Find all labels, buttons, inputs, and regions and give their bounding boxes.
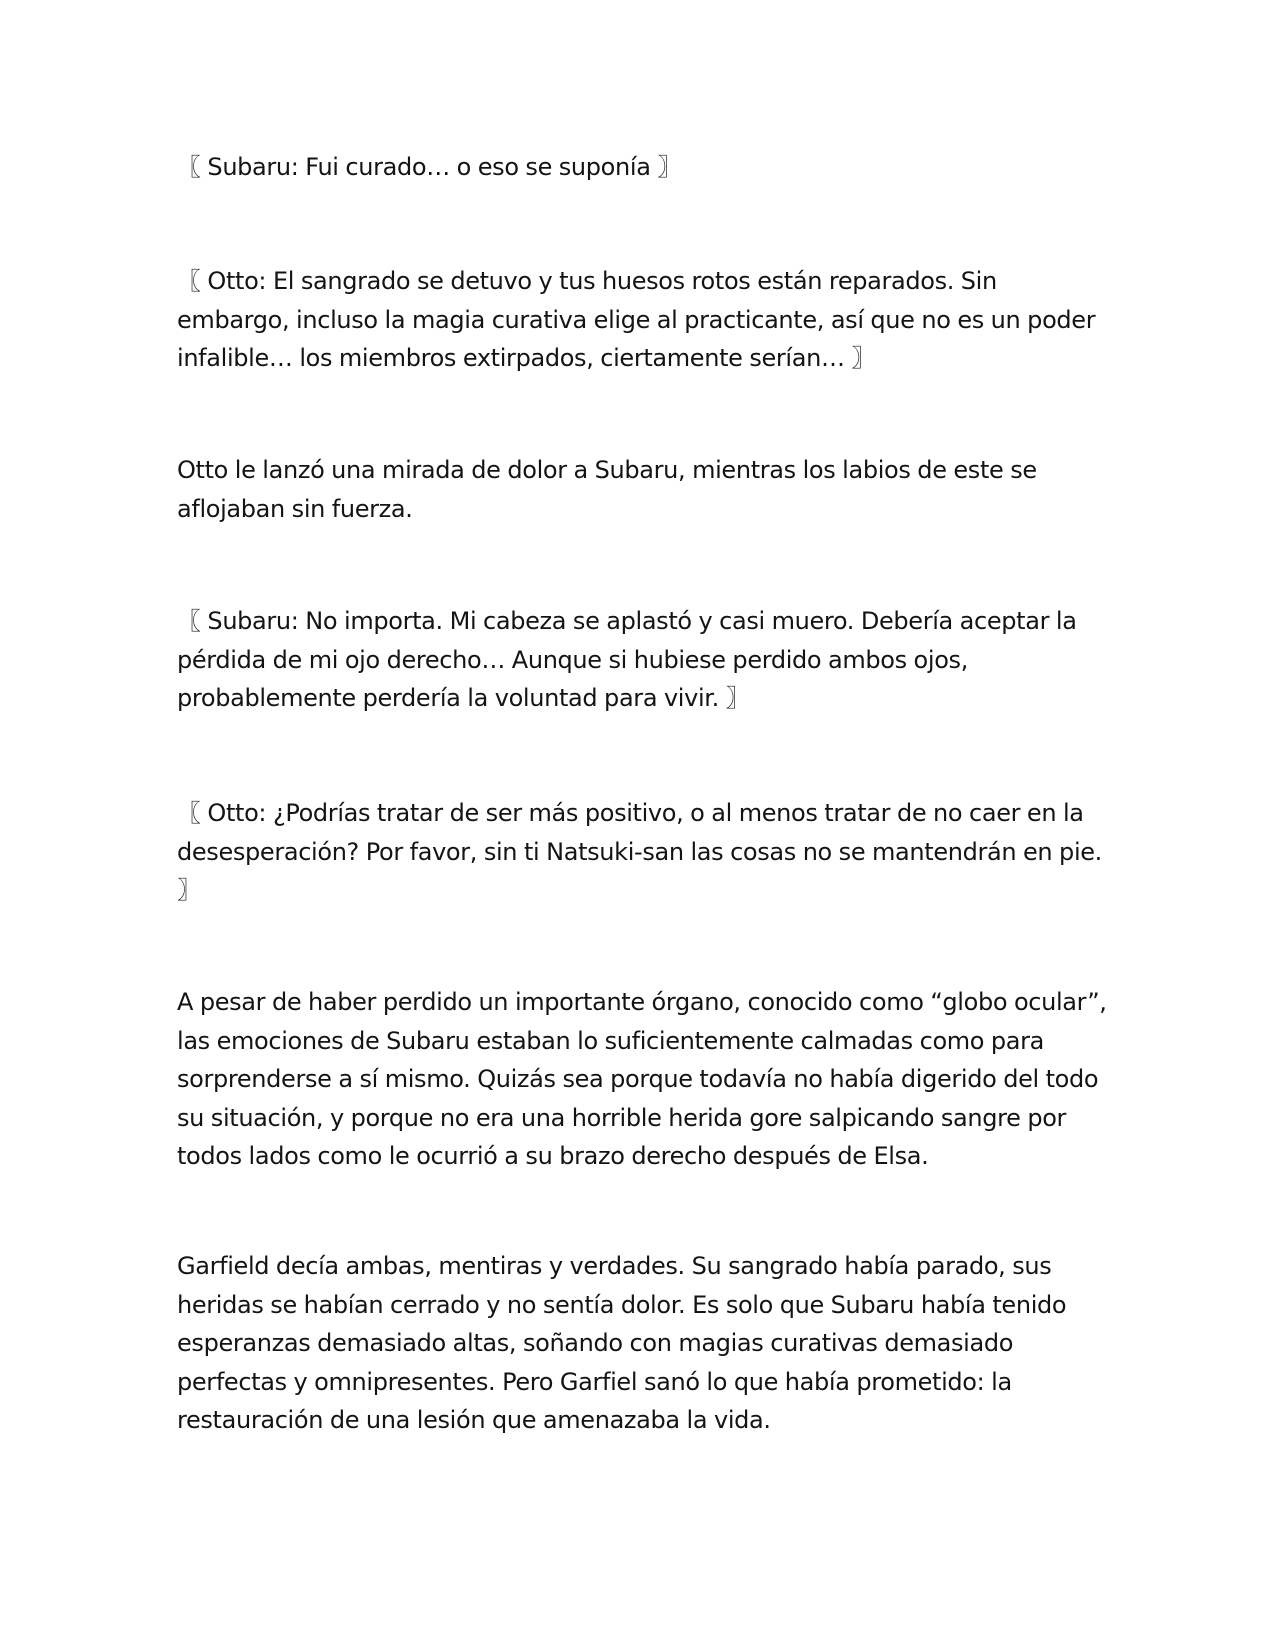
paragraph-otto-dialogue-1: 〖 Otto: El sangrado se detuvo y tus huesos rotos están reparados. Sin embargo, incluso la magia curativa elige al practicante, así que no es un poder infalible… los miembros extirpados, ciertamente serían… 〗 bbox=[177, 267, 1096, 372]
paragraph-narration-2: A pesar de haber perdido un importante órgano, conocido como “globo ocular”, las emociones de Subaru estaban lo suficientemente calmadas como para sorprenderse a sí mismo. Quizás sea porque todavía no había digerido del todo su situación, y porque no era una horrible herida gore salpicando sangre por todos lados como le ocurrió a su brazo derecho después de Elsa. bbox=[177, 988, 1107, 1170]
paragraph-subaru-dialogue-1: 〖 Subaru: Fui curado… o eso se suponía 〗 bbox=[177, 153, 681, 181]
paragraph-otto-dialogue-2: 〖 Otto: ¿Podrías tratar de ser más positivo, o al menos tratar de no caer en la desesperación? Por favor, sin ti Natsuki-san las cosas no se mantendrán en pie. 〗 bbox=[177, 799, 1102, 904]
paragraph-narration-1: Otto le lanzó una mirada de dolor a Subaru, mientras los labios de este se aflojaban sin fuerza. bbox=[177, 456, 1037, 523]
paragraph-narration-3: Garfield decía ambas, mentiras y verdades. Su sangrado había parado, sus heridas se habían cerrado y no sentía dolor. Es solo que Subaru había tenido esperanzas demasiado altas, soñando con magias curativas demasiado perfectas y omnipresentes. Pero Garfiel sanó lo que había prometido: la restauración de una lesión que amenazaba la vida. bbox=[177, 1252, 1067, 1434]
paragraph-subaru-dialogue-2: 〖 Subaru: No importa. Mi cabeza se aplastó y casi muero. Debería aceptar la pérdida de mi ojo derecho… Aunque si hubiese perdido ambos ojos, probablemente perdería la voluntad para vivir. 〗 bbox=[177, 607, 1077, 712]
